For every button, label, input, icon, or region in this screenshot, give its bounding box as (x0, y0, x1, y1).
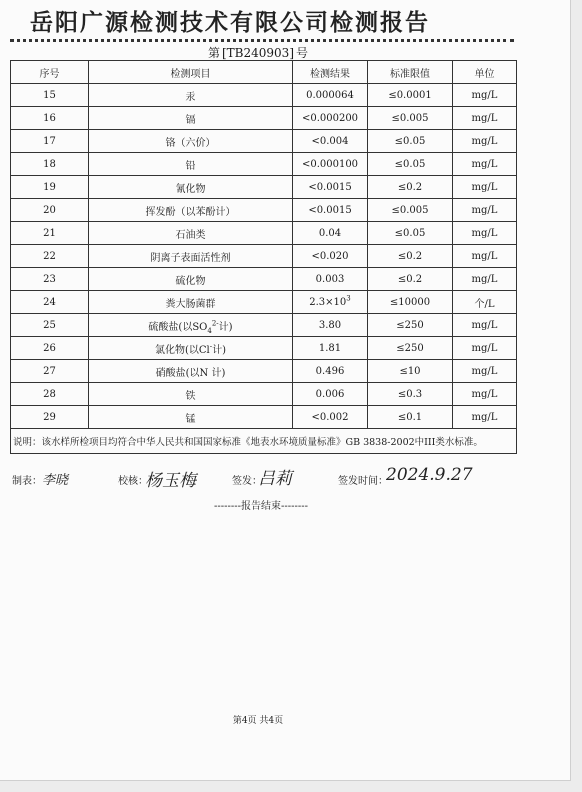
row-item: 硫化物 (89, 268, 293, 291)
header-divider (10, 39, 514, 42)
issued-by-label: 签发： (232, 476, 262, 487)
column-header-limit: 标准限值 (368, 61, 453, 84)
row-item: 锰 (89, 406, 293, 429)
row-unit: mg/L (453, 383, 517, 406)
row-limit: ≤0.0001 (368, 84, 453, 107)
checked-by-signature: 杨玉梅 (145, 471, 196, 491)
table-row (11, 291, 517, 314)
row-limit: ≤0.005 (368, 199, 453, 222)
row-limit: ≤0.2 (368, 176, 453, 199)
row-result: <0.0015 (293, 176, 368, 199)
results-table (10, 60, 517, 454)
row-unit: mg/L (453, 130, 517, 153)
table-row (11, 130, 517, 153)
row-no: 23 (11, 268, 89, 291)
table-row (11, 153, 517, 176)
row-item: 氰化物 (89, 176, 293, 199)
row-unit: mg/L (453, 337, 517, 360)
row-no: 19 (11, 176, 89, 199)
row-limit: ≤0.005 (368, 107, 453, 130)
table-row (11, 383, 517, 406)
row-no: 26 (11, 337, 89, 360)
table-note-row (11, 429, 517, 454)
row-result: 0.04 (293, 222, 368, 245)
row-result: 0.000064 (293, 84, 368, 107)
row-limit: ≤0.2 (368, 268, 453, 291)
table-row (11, 107, 517, 130)
row-item: 镉 (89, 107, 293, 130)
row-unit: mg/L (453, 222, 517, 245)
row-no: 22 (11, 245, 89, 268)
row-item: 石油类 (89, 222, 293, 245)
row-unit: mg/L (453, 360, 517, 383)
row-limit: ≤10000 (368, 291, 453, 314)
prepared-by-label: 制表： (12, 476, 42, 487)
table-header-row (11, 61, 517, 84)
column-header-item: 检测项目 (89, 61, 293, 84)
report-number-suffix: 号 (296, 46, 309, 60)
row-result: 0.003 (293, 268, 368, 291)
row-no: 28 (11, 383, 89, 406)
row-unit: mg/L (453, 176, 517, 199)
table-row (11, 176, 517, 199)
table-note: 说明：该水样所检项目均符合中华人民共和国国家标准《地表水环境质量标准》GB 3838-2002中III类水标准。 (11, 429, 517, 454)
row-no: 17 (11, 130, 89, 153)
row-item: 汞 (89, 84, 293, 107)
row-result: <0.000200 (293, 107, 368, 130)
table-row (11, 84, 517, 107)
prepared-by-signature: 李晓 (42, 473, 69, 488)
table-row (11, 406, 517, 429)
item-text: 硫酸盐(以SO (148, 321, 208, 333)
row-limit: ≤250 (368, 314, 453, 337)
report-number-value: [TB240903] (222, 46, 294, 60)
row-no: 27 (11, 360, 89, 383)
table-row (11, 199, 517, 222)
table-row (11, 314, 517, 337)
row-limit: ≤0.05 (368, 153, 453, 176)
column-header-result: 检测结果 (293, 61, 368, 84)
page-number: 第4页 共4页 (232, 716, 284, 726)
table-row (11, 360, 517, 383)
row-limit: ≤10 (368, 360, 453, 383)
row-item: 粪大肠菌群 (89, 291, 293, 314)
row-result: <0.0015 (293, 199, 368, 222)
row-item (89, 337, 293, 360)
row-result: <0.004 (293, 130, 368, 153)
row-limit: ≤0.1 (368, 406, 453, 429)
row-item: 硝酸盐(以N 计) (89, 360, 293, 383)
signature-row (0, 466, 570, 496)
row-unit: mg/L (453, 107, 517, 130)
row-result: 3.80 (293, 314, 368, 337)
row-unit: mg/L (453, 268, 517, 291)
item-superscript: 2- (211, 319, 219, 328)
row-limit: ≤0.05 (368, 222, 453, 245)
row-limit: ≤0.2 (368, 245, 453, 268)
row-unit: mg/L (453, 314, 517, 337)
row-no: 16 (11, 107, 89, 130)
row-unit: mg/L (453, 245, 517, 268)
issued-by-signature: 吕莉 (258, 469, 292, 489)
row-result: 0.006 (293, 383, 368, 406)
item-text-tail: 计) (212, 344, 227, 356)
report-number (0, 44, 516, 61)
column-header-unit: 单位 (453, 61, 517, 84)
row-limit: ≤0.3 (368, 383, 453, 406)
item-text-tail: 计) (218, 321, 233, 333)
company-report-title: 岳阳广源检测技术有限公司检测报告 (30, 10, 430, 36)
row-unit: mg/L (453, 406, 517, 429)
row-no: 24 (11, 291, 89, 314)
row-result (293, 291, 368, 314)
row-item: 挥发酚（以苯酚计） (89, 199, 293, 222)
row-item: 铁 (89, 383, 293, 406)
item-superscript: - (209, 342, 213, 351)
table-row (11, 268, 517, 291)
table-row (11, 245, 517, 268)
row-result: 1.81 (293, 337, 368, 360)
result-base: 2.3×10 (309, 296, 347, 308)
row-unit: mg/L (453, 84, 517, 107)
row-item: 阴离子表面活性剂 (89, 245, 293, 268)
row-item: 铬（六价） (89, 130, 293, 153)
row-unit: 个/L (453, 291, 517, 314)
row-item: 铅 (89, 153, 293, 176)
row-result: 0.496 (293, 360, 368, 383)
table-row (11, 222, 517, 245)
row-limit: ≤0.05 (368, 130, 453, 153)
item-text: 氯化物(以Cl (154, 344, 210, 356)
report-number-prefix: 第 (207, 46, 220, 60)
row-item (89, 314, 293, 337)
issue-date-label: 签发时间： (338, 476, 388, 487)
column-header-no: 序号 (11, 61, 89, 84)
row-result: <0.000100 (293, 153, 368, 176)
result-exponent: 3 (346, 294, 351, 303)
row-no: 25 (11, 314, 89, 337)
report-end-marker: --------报告结束-------- (214, 501, 309, 512)
row-no: 21 (11, 222, 89, 245)
issue-date-handwritten: 2024.9.27 (386, 465, 473, 485)
row-unit: mg/L (453, 153, 517, 176)
row-unit: mg/L (453, 199, 517, 222)
row-no: 15 (11, 84, 89, 107)
row-result: <0.020 (293, 245, 368, 268)
row-no: 18 (11, 153, 89, 176)
row-no: 29 (11, 406, 89, 429)
item-subscript: 4 (207, 326, 212, 335)
row-result: <0.002 (293, 406, 368, 429)
row-no: 20 (11, 199, 89, 222)
table-row (11, 337, 517, 360)
row-limit: ≤250 (368, 337, 453, 360)
checked-by-label: 校核： (118, 476, 148, 487)
